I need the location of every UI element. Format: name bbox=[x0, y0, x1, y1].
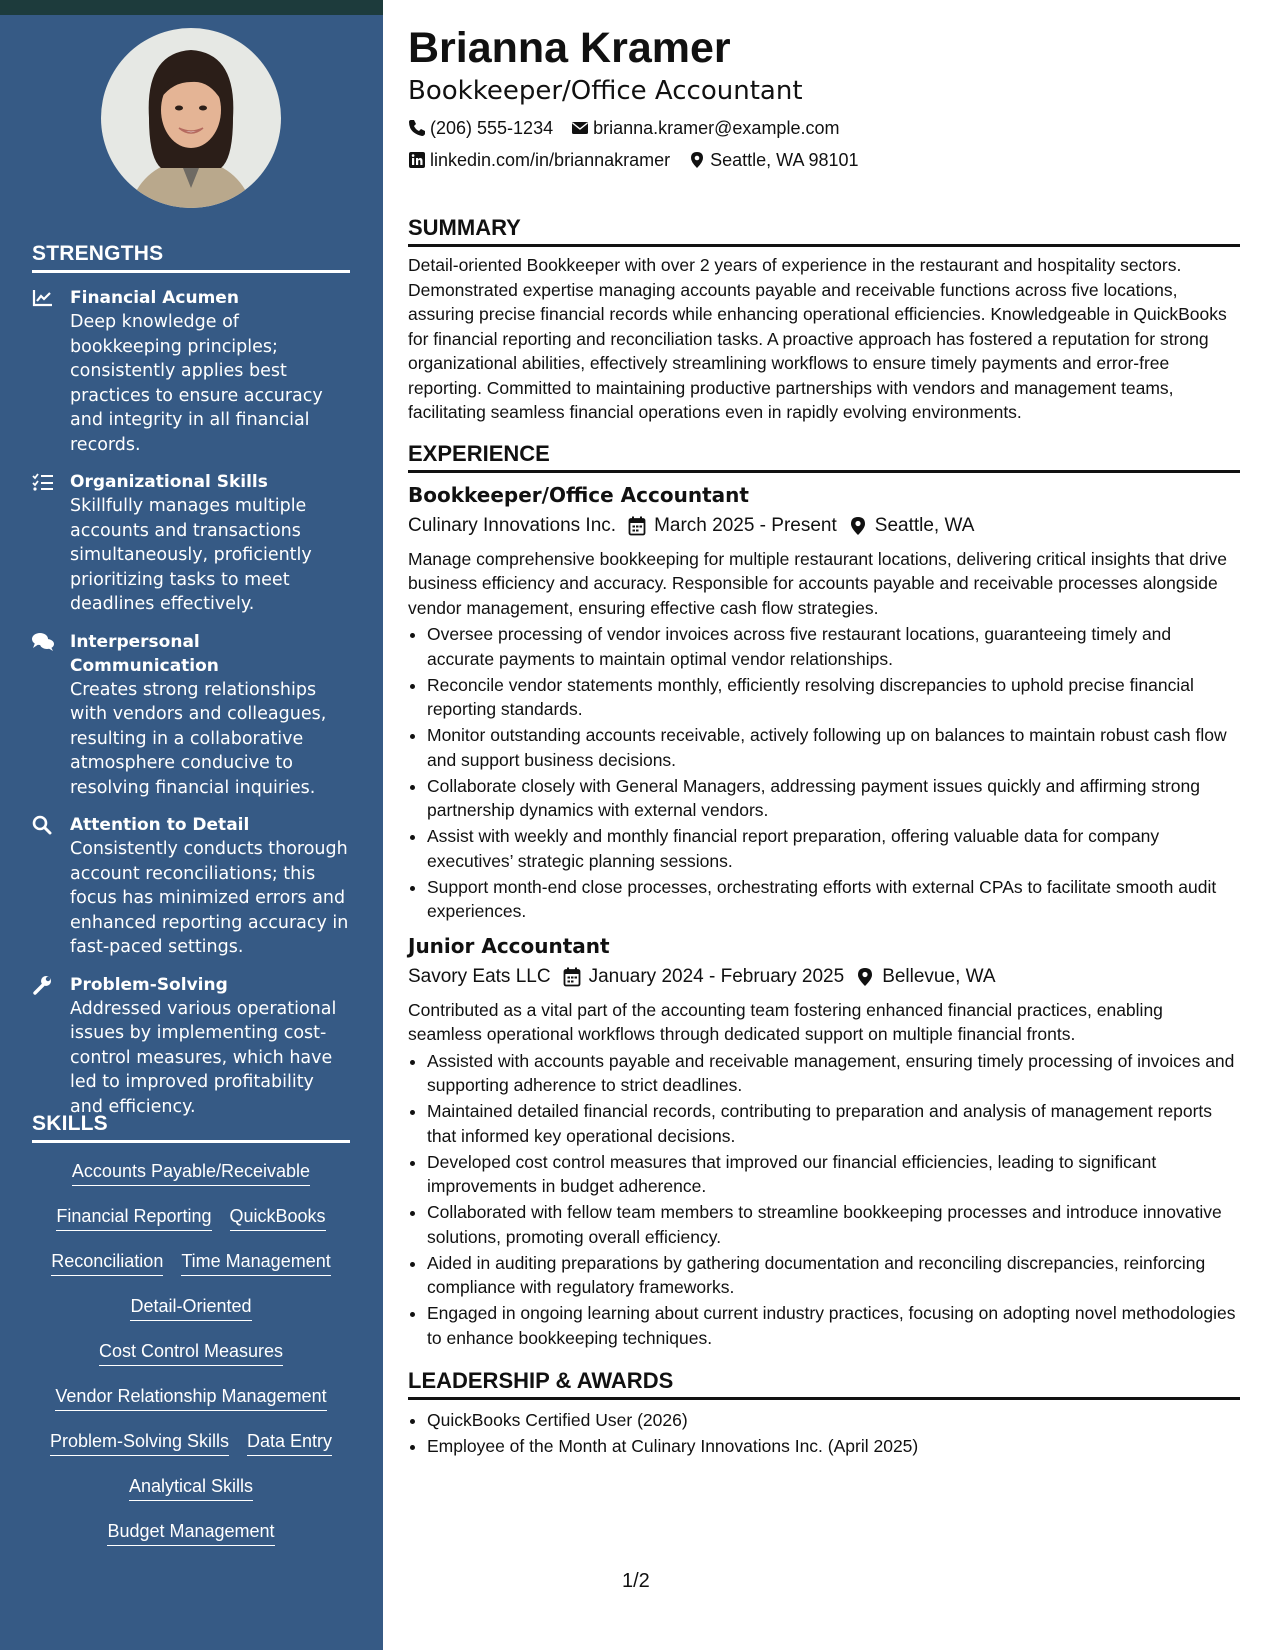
contact-row bbox=[408, 112, 1240, 144]
job-bullet: • Engaged in ongoing learning about current industry practices, focusing on adopting novel methodologies to enhance bookkeeping techniques. bbox=[427, 1301, 1240, 1350]
job-entry bbox=[408, 481, 1240, 924]
awards-list bbox=[408, 1408, 1240, 1459]
skill-row bbox=[32, 1286, 350, 1331]
strengths-heading: STRENGTHS bbox=[32, 242, 350, 273]
linkedin-contact[interactable] bbox=[408, 144, 670, 176]
job-bullet: • Collaborate closely with General Managers, addressing payment issues quickly and affirming strong partnership dynamics with external vendors. bbox=[427, 774, 1240, 823]
skill-row bbox=[32, 1421, 350, 1466]
main-content bbox=[408, 22, 1240, 1460]
job-location: Seattle, WA bbox=[874, 514, 975, 536]
skills-list bbox=[32, 1151, 350, 1556]
strength-desc: Creates strong relationships with vendors and colleagues, resulting in a collaborative atmosphere conducive to resolving financial inquiries. bbox=[70, 679, 327, 798]
skill-row bbox=[32, 1241, 350, 1286]
company-name: Savory Eats LLC bbox=[408, 965, 551, 987]
strength-title: Problem-Solving bbox=[70, 974, 228, 995]
job-bullet: • Collaborated with fellow team members to streamline bookkeeping processes and introduce innovative solutions, promoting overall efficiency. bbox=[427, 1200, 1240, 1249]
wrench-icon bbox=[32, 975, 54, 995]
contact-row-2 bbox=[408, 144, 1240, 176]
candidate-title: Bookkeeper/Office Accountant bbox=[408, 76, 803, 106]
summary-text: Detail-oriented Bookkeeper with over 2 years of experience in the restaurant and hospitality sectors. Demonstrated expertise managing accounts payable and receivable functions across five locations, assuring precise financial records while enhancing operational efficiencies. Knowledgeable in QuickBooks for financial reporting and reconciliation tasks. A proactive approach has fostered a reputation for strong organizational abilities, effectively streamlining workflows to ensure timely payments and error-free reporting. Committed to maintaining productive partnerships with vendors and management teams, facilitating seamless financial operations even in rapidly evolving environments. bbox=[408, 255, 1227, 422]
page-number: 1/2 bbox=[622, 1570, 650, 1592]
skill-tag: Detail-Oriented bbox=[130, 1296, 251, 1321]
strength-desc: Addressed various operational issues by implementing cost-control measures, which have led to improved profitability and efficiency. bbox=[70, 998, 337, 1117]
envelope-icon bbox=[571, 119, 589, 137]
phone-contact bbox=[408, 112, 553, 144]
linkedin-link[interactable]: linkedin.com/in/briannakramer bbox=[430, 150, 671, 170]
strength-desc: Deep knowledge of bookkeeping principles; consistently applies best practices to ensure accuracy and integrity in all financial records. bbox=[70, 312, 323, 455]
email-link[interactable]: brianna.kramer@example.com bbox=[593, 118, 840, 138]
job-location: Bellevue, WA bbox=[882, 965, 996, 987]
job-meta bbox=[408, 962, 1240, 992]
summary-heading: SUMMARY bbox=[408, 215, 1240, 247]
award-item: • QuickBooks Certified User (2026) bbox=[427, 1408, 1240, 1433]
skills-heading: SKILLS bbox=[32, 1112, 350, 1143]
job-bullet: • Developed cost control measures that improved our financial efficiencies, leading to significant improvements in budget adherence. bbox=[427, 1150, 1240, 1199]
strength-desc: Skillfully manages multiple accounts and transactions simultaneously, proficiently prioritizing tasks to meet deadlines effectively. bbox=[70, 496, 312, 614]
job-bullet: • Oversee processing of vendor invoices across five restaurant locations, guaranteeing timely and accurate payments to maintain optimal vendor relationships. bbox=[427, 622, 1240, 671]
list-check-icon bbox=[32, 472, 54, 492]
strength-title: Financial Acumen bbox=[70, 288, 239, 308]
strengths-section bbox=[32, 242, 350, 1119]
job-title: Junior Accountant bbox=[408, 933, 610, 958]
phone-text: (206) 555-1234 bbox=[430, 118, 554, 138]
strength-title: Organizational Skills bbox=[70, 472, 268, 492]
skill-row bbox=[32, 1466, 350, 1511]
strength-item bbox=[32, 470, 350, 617]
skill-row bbox=[32, 1511, 350, 1556]
skill-row bbox=[32, 1151, 350, 1196]
skill-tag: Cost Control Measures bbox=[99, 1341, 283, 1366]
strength-item bbox=[32, 973, 350, 1120]
skill-tag: Budget Management bbox=[107, 1521, 274, 1546]
skill-row bbox=[32, 1376, 350, 1421]
phone-icon bbox=[408, 119, 426, 137]
linkedin-icon bbox=[408, 151, 426, 169]
skill-tag: Vendor Relationship Management bbox=[55, 1386, 326, 1411]
map-marker-icon bbox=[856, 967, 874, 987]
job-bullet: • Aided in auditing preparations by gathering documentation and reconciling discrepancies, reinforcing compliance with regulatory frameworks. bbox=[427, 1251, 1240, 1300]
location-contact bbox=[688, 144, 858, 176]
strength-title: Attention to Detail bbox=[70, 815, 250, 835]
job-bullet: • Assist with weekly and monthly financial report preparation, offering valuable data for company executives’ strategic planning sessions. bbox=[427, 824, 1240, 873]
skill-tag: Financial Reporting bbox=[56, 1206, 211, 1231]
map-marker-icon bbox=[688, 151, 706, 169]
job-bullet: • Assisted with accounts payable and receivable management, ensuring timely processing of invoices and supporting adherence to strict deadlines. bbox=[427, 1049, 1240, 1098]
map-marker-icon bbox=[849, 516, 867, 536]
job-dates: March 2025 - Present bbox=[654, 514, 837, 536]
strength-title: Interpersonal Communication bbox=[70, 631, 219, 676]
location-text: Seattle, WA 98101 bbox=[710, 150, 859, 170]
skill-tag: Data Entry bbox=[247, 1431, 332, 1456]
sidebar-top-bar bbox=[0, 0, 383, 15]
job-entry bbox=[408, 932, 1240, 1351]
job-bullets bbox=[408, 622, 1240, 924]
skill-tag: QuickBooks bbox=[230, 1206, 326, 1231]
skill-row bbox=[32, 1331, 350, 1376]
skills-section bbox=[32, 1112, 350, 1556]
job-dates: January 2024 - February 2025 bbox=[588, 965, 845, 987]
strength-item bbox=[32, 286, 350, 457]
strength-item bbox=[32, 630, 350, 801]
job-description: Contributed as a vital part of the accounting team fostering enhanced financial practices, enabling seamless operational workflows through dedicated support on multiple financial fronts. bbox=[408, 999, 1163, 1044]
skill-tag: Problem-Solving Skills bbox=[50, 1431, 229, 1456]
chart-line-icon bbox=[32, 288, 54, 308]
job-meta bbox=[408, 511, 1240, 541]
job-bullet: • Support month-end close processes, orchestrating efforts with external CPAs to facilitate smooth audit experiences. bbox=[427, 875, 1240, 924]
awards-heading: LEADERSHIP & AWARDS bbox=[408, 1368, 1240, 1400]
skill-tag: Analytical Skills bbox=[129, 1476, 253, 1501]
comments-icon bbox=[32, 632, 54, 652]
skill-tag: Time Management bbox=[181, 1251, 330, 1276]
sidebar bbox=[0, 0, 383, 1650]
skill-tag: Accounts Payable/Receivable bbox=[72, 1161, 310, 1186]
company-name: Culinary Innovations Inc. bbox=[408, 514, 617, 536]
job-title: Bookkeeper/Office Accountant bbox=[408, 482, 749, 507]
job-bullet: • Reconcile vendor statements monthly, efficiently resolving discrepancies to uphold precise financial reporting standards. bbox=[427, 673, 1240, 722]
job-description: Manage comprehensive bookkeeping for multiple restaurant locations, delivering critical insights that drive business efficiency and accuracy. Responsible for accounts payable and receivable processes alongside vendor management, ensuring effective cash flow strategies. bbox=[408, 548, 1228, 618]
job-bullet: • Maintained detailed financial records, contributing to preparation and analysis of management reports that informed key operational decisions. bbox=[427, 1099, 1240, 1148]
award-item: • Employee of the Month at Culinary Innovations Inc. (April 2025) bbox=[427, 1434, 1240, 1459]
summary-section bbox=[408, 215, 1240, 425]
avatar bbox=[101, 28, 281, 208]
job-bullets bbox=[408, 1049, 1240, 1351]
experience-section bbox=[408, 441, 1240, 1351]
job-bullet: • Monitor outstanding accounts receivable, actively following up on balances to maintain robust cash flow and support business decisions. bbox=[427, 723, 1240, 772]
search-icon bbox=[32, 815, 54, 835]
skill-tag: Reconciliation bbox=[51, 1251, 163, 1276]
strength-desc: Consistently conducts thorough account reconciliations; this focus has minimized errors and enhanced reporting accuracy in fast-paced settings. bbox=[70, 839, 349, 957]
strength-item bbox=[32, 813, 350, 960]
email-contact[interactable] bbox=[571, 112, 839, 144]
calendar-icon bbox=[563, 967, 581, 987]
awards-section bbox=[408, 1368, 1240, 1459]
calendar-icon bbox=[628, 516, 646, 536]
experience-heading: EXPERIENCE bbox=[408, 441, 1240, 473]
skill-row bbox=[32, 1196, 350, 1241]
candidate-name: Brianna Kramer bbox=[408, 24, 731, 72]
